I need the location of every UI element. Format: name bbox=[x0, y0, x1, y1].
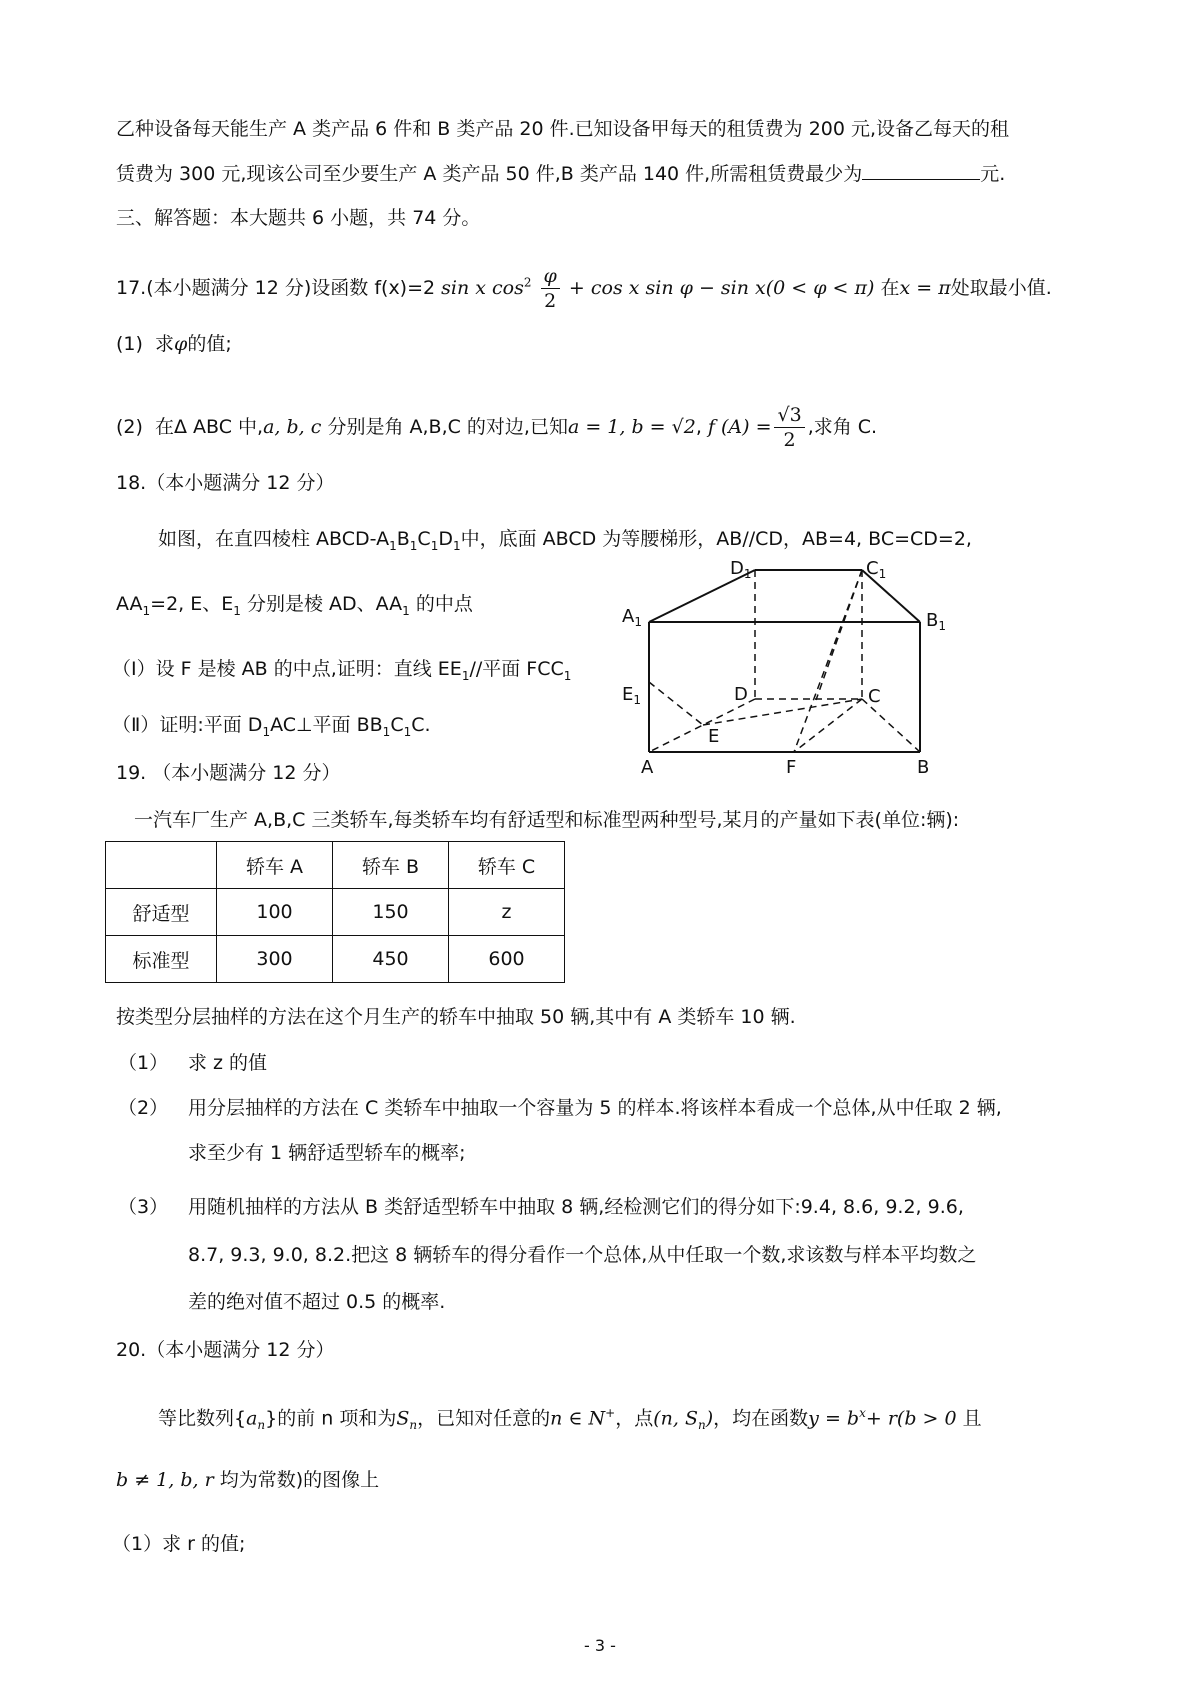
q17-p1-num: (1) bbox=[116, 333, 143, 355]
q18-d2d: 的中点 bbox=[415, 593, 473, 615]
label-A1: $A_1$ bbox=[622, 606, 642, 629]
table-cell: 标准型 bbox=[106, 936, 217, 983]
sub-1: 1 bbox=[389, 538, 397, 553]
q18-d1b: B bbox=[396, 528, 410, 550]
q20-sub-n: n bbox=[409, 1418, 418, 1433]
q20-n-in-N: n ∈ N bbox=[550, 1407, 606, 1430]
label-E1: $E_1$ bbox=[622, 684, 642, 707]
q20-l1d: ，点 bbox=[615, 1407, 654, 1430]
q16-line-2-tail: 元. bbox=[980, 163, 1006, 185]
q18-d1c: C bbox=[417, 528, 431, 550]
q17-fA: f (A) = bbox=[707, 416, 772, 438]
label-A: A bbox=[641, 757, 654, 778]
q17-p2-tail: ,求角 C. bbox=[807, 416, 878, 438]
q19-p1: 求 z 的值 bbox=[188, 1052, 268, 1074]
table-cell: 450 bbox=[333, 936, 449, 983]
q17-x-eq-pi: x = π bbox=[899, 277, 951, 299]
q20-l1a: 等比数列{ bbox=[158, 1407, 247, 1430]
q19-p2-line1: 用分层抽样的方法在 C 类轿车中抽取一个容量为 5 的样本.将该样本看成一个总体,从中任取 2 辆, bbox=[188, 1097, 1002, 1119]
label-D: D bbox=[734, 684, 748, 705]
q20-l2a: b ≠ 1, b, r bbox=[116, 1469, 214, 1491]
q17-formula-part2: + cos x sin φ − sin x(0 < φ < π) bbox=[568, 277, 875, 299]
q18-p2d: C. bbox=[411, 714, 431, 736]
q17-p2-comma: , bbox=[695, 416, 702, 438]
table-cell bbox=[106, 842, 217, 889]
q18-p1a: （Ⅰ）设 F 是棱 AB 的中点,证明：直线 EE bbox=[112, 658, 462, 680]
q16-line-1: 乙种设备每天能生产 A 类产品 6 件和 B 类产品 20 件.已知设备甲每天的租赁费为 200 元,设备乙每天的租 bbox=[116, 118, 1010, 140]
q17-p2-frac-den: 2 bbox=[783, 429, 796, 451]
q18-d2b: =2, E、E bbox=[150, 593, 234, 615]
sub-1: 1 bbox=[382, 724, 391, 739]
q18-d2a: AA bbox=[116, 593, 143, 615]
sub-1: 1 bbox=[452, 538, 461, 553]
sub-1: 1 bbox=[262, 724, 271, 739]
q17-mid: 在 bbox=[880, 277, 900, 299]
q20-sub-n: n bbox=[257, 1418, 266, 1433]
q20-an: a bbox=[246, 1407, 258, 1430]
q17-frac-den: 2 bbox=[544, 290, 557, 312]
q18-p2c: C bbox=[390, 714, 404, 736]
q17-abc: a, b, c bbox=[263, 416, 322, 438]
q17-p2-a: 在Δ ABC 中, bbox=[155, 416, 264, 438]
table-cell: 轿车 A bbox=[217, 842, 333, 889]
q20-statement-1 bbox=[158, 1400, 982, 1438]
q16-line-2-text: 赁费为 300 元,现该公司至少要生产 A 类产品 50 件,B 类产品 140 件,所需租赁费最少为 bbox=[116, 163, 863, 185]
q17-phi: φ bbox=[174, 333, 188, 355]
q20-head: 20.（本小题满分 12 分） bbox=[116, 1339, 335, 1361]
table-cell: 轿车 C bbox=[449, 842, 565, 889]
q20-l1c: ，已知对任意的 bbox=[417, 1407, 551, 1430]
label-C1: $C_1$ bbox=[866, 558, 887, 581]
q19-head: 19. （本小题满分 12 分） bbox=[116, 762, 341, 784]
label-D1: $D_1$ bbox=[730, 558, 752, 581]
table-cell: z bbox=[449, 889, 565, 936]
q18-p2a: （Ⅱ）证明:平面 D bbox=[112, 714, 263, 736]
sub-1: 1 bbox=[461, 668, 470, 683]
q18-d1e: 中，底面 ABCD 为等腰梯形，AB//CD，AB=4, BC=CD=2, bbox=[460, 528, 972, 550]
q17-p2-b: 分别是角 A,B,C 的对边,已知 bbox=[327, 416, 568, 438]
table-cell: 100 bbox=[217, 889, 333, 936]
q19-p3-line1: 用随机抽样的方法从 B 类舒适型轿车中抽取 8 辆,经检测它们的得分如下:9.4, 8.6, 9.2, 9.6, bbox=[188, 1196, 964, 1218]
q20-statement-2 bbox=[116, 1467, 379, 1493]
q17-head: 17.(本小题满分 12 分)设函数 f(x)=2 bbox=[116, 277, 436, 299]
q20-sub-n: n bbox=[698, 1418, 706, 1433]
page-number: - 3 - bbox=[584, 1636, 616, 1655]
q20-l2b: 均为常数)的图像上 bbox=[219, 1469, 380, 1491]
q18-d1d: D bbox=[438, 528, 453, 550]
q19-p2-line2: 求至少有 1 辆舒适型轿车的概率; bbox=[188, 1142, 466, 1164]
label-C: C bbox=[868, 686, 881, 707]
sub-1: 1 bbox=[402, 603, 410, 618]
sub-1: 1 bbox=[403, 724, 412, 739]
table-row bbox=[106, 889, 565, 936]
table-cell: 150 bbox=[333, 889, 449, 936]
q17-p2-num: (2) bbox=[116, 416, 143, 438]
q20-l1f: 且 bbox=[962, 1407, 982, 1430]
sub-1: 1 bbox=[409, 538, 418, 553]
production-table bbox=[105, 841, 565, 983]
q17-p1-a: 求 bbox=[155, 333, 175, 355]
table-cell: 舒适型 bbox=[106, 889, 217, 936]
label-E: E bbox=[708, 726, 720, 747]
q20-Sn: S bbox=[396, 1407, 410, 1430]
q20-plus: + bbox=[605, 1406, 616, 1420]
q18-p2b: AC⊥平面 BB bbox=[270, 714, 383, 736]
label-F: F bbox=[786, 757, 797, 778]
q20-exp-x: x bbox=[859, 1406, 866, 1420]
sub-1: 1 bbox=[233, 603, 241, 618]
label-B1: $B_1$ bbox=[926, 610, 946, 633]
q19-after-table: 按类型分层抽样的方法在这个月生产的轿车中抽取 50 辆,其中有 A 类轿车 10 辆. bbox=[116, 1006, 796, 1028]
q17-formula-part1: sin x cos bbox=[441, 277, 524, 299]
q18-p1b: //平面 FCC bbox=[469, 658, 564, 680]
q17-tail: 处取最小值. bbox=[950, 277, 1052, 299]
q19-p3-num: （3） bbox=[118, 1196, 169, 1218]
q19-p3-line3: 差的绝对值不超过 0.5 的概率. bbox=[188, 1291, 446, 1313]
q17-ab-values: a = 1, b = √2 bbox=[567, 416, 696, 438]
q20-function: y = b bbox=[808, 1407, 860, 1430]
table-cell: 600 bbox=[449, 936, 565, 983]
q19-p3-line2: 8.7, 9.3, 9.0, 8.2.把这 8 辆轿车的得分看作一个总体,从中任取一个数,求该数与样本平均数之 bbox=[188, 1244, 977, 1266]
q17-frac-num: φ bbox=[541, 264, 560, 289]
table-row bbox=[106, 936, 565, 983]
q18-d1a: 如图，在直四棱柱 ABCD-A bbox=[158, 528, 390, 550]
q17-p1-b: 的值; bbox=[187, 333, 232, 355]
q19-intro: 一汽车厂生产 A,B,C 三类轿车,每类轿车均有舒适型和标准型两种型号,某月的产量如下表(单位:辆): bbox=[134, 809, 960, 831]
q20-l1e: ，均在函数 bbox=[713, 1407, 809, 1430]
section-heading: 三、解答题：本大题共 6 小题，共 74 分。 bbox=[116, 207, 481, 229]
q17-p2-frac-num: √3 bbox=[774, 403, 804, 428]
sub-1: 1 bbox=[430, 538, 439, 553]
q18-head: 18.（本小题满分 12 分） bbox=[116, 472, 335, 494]
q20-l1b: }的前 n 项和为 bbox=[265, 1407, 397, 1430]
q18-d2c: 分别是棱 AD、AA bbox=[246, 593, 403, 615]
label-B: B bbox=[917, 757, 930, 778]
table-cell: 300 bbox=[217, 936, 333, 983]
table-header-row bbox=[106, 842, 565, 889]
q17-square: 2 bbox=[523, 275, 532, 290]
q19-p1-num: （1） bbox=[118, 1052, 169, 1074]
q20-point-close: ) bbox=[705, 1407, 714, 1430]
q19-p2-num: （2） bbox=[118, 1097, 169, 1119]
sub-1: 1 bbox=[563, 668, 572, 683]
q20-point: (n, S bbox=[653, 1407, 698, 1430]
table-cell: 轿车 B bbox=[333, 842, 449, 889]
sub-1: 1 bbox=[142, 603, 151, 618]
q20-function-2: + r(b > 0 bbox=[865, 1407, 957, 1430]
q20-part-1: （1）求 r 的值; bbox=[112, 1533, 246, 1555]
